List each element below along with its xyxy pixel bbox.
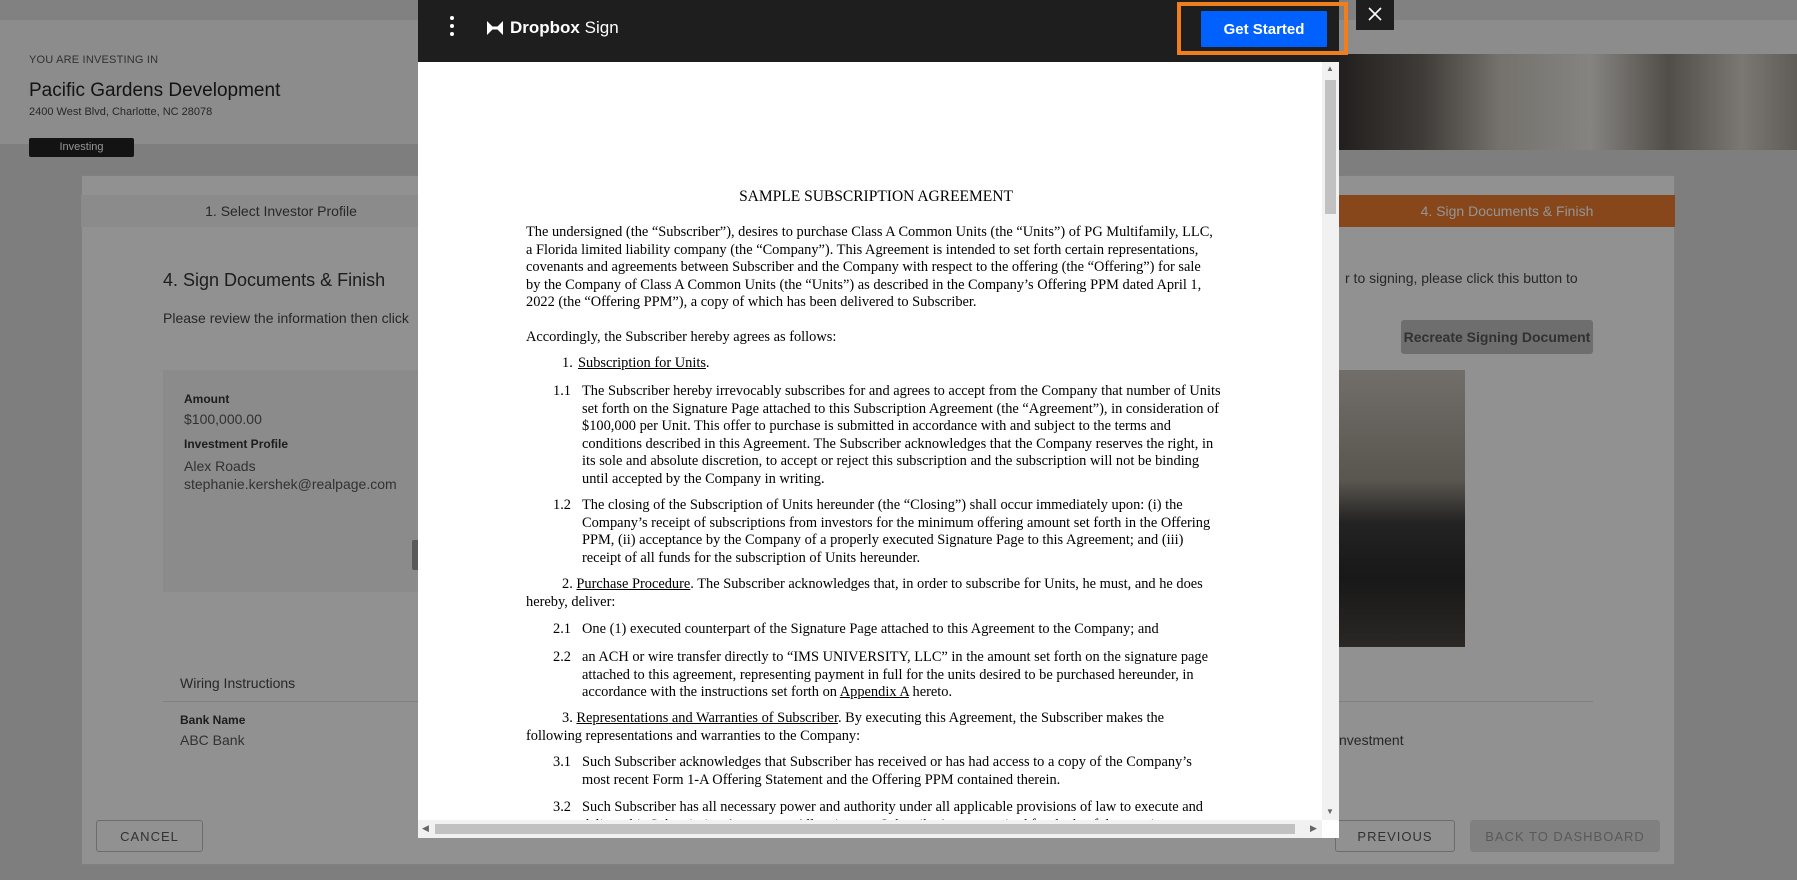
profile-email: stephanie.kershek@realpage.com xyxy=(184,476,397,492)
signing-instructions: r to signing, please click this button to xyxy=(1345,270,1578,286)
wiring-instructions-title: Wiring Instructions xyxy=(180,675,296,691)
scroll-right-icon[interactable]: ▶ xyxy=(1310,823,1317,833)
clause-3-2: 3.2 Such Subscriber has all necessary power and authority under all applicable provisions of law to execute and xyxy=(553,799,1204,815)
scroll-up-icon[interactable]: ▲ xyxy=(1326,64,1334,73)
section-title: 4. Sign Documents & Finish xyxy=(163,270,386,290)
dropbox-sign-logo: Dropbox Sign xyxy=(486,18,619,38)
clause-2-2: 2.2 an ACH or wire transfer directly to “IMS UNIVERSITY, LLC” in the amount set forth on the signature page attached to this agreement, representing payment in full for the units desired to be purchased hereunder, in accordance with the instructions set forth on Appendix A hereto. xyxy=(553,649,1208,700)
scroll-left-icon[interactable]: ◀ xyxy=(422,823,429,833)
horizontal-scroll-thumb[interactable] xyxy=(435,824,1295,834)
previous-button[interactable]: PREVIOUS xyxy=(1335,820,1455,852)
bank-name-value: ABC Bank xyxy=(180,732,245,748)
document-horizontal-scrollbar[interactable] xyxy=(418,820,1322,838)
clause-1-2: 1.2 The closing of the Subscription of Units hereunder (the “Closing”) shall occur immediately upon: (i) the Company’s receipt of subscriptions from investors for the minimum offering amount set forth in the Offering PPM, (ii) acceptance by the Company of a properly executed Signature Page to this Agreement; and (iii) receipt of all funds for the subscription of Units hereunder. xyxy=(553,497,1211,566)
close-icon xyxy=(1367,6,1383,22)
vertical-scroll-thumb[interactable] xyxy=(1325,80,1336,214)
section-2-paragraph: 2. Purchase Procedure. The Subscriber acknowledges that, in order to subscribe for Units, he must, and he does hereby, deliver: xyxy=(526,576,1203,610)
property-name: Pacific Gardens Development xyxy=(29,80,281,101)
document-title: SAMPLE SUBSCRIPTION AGREEMENT xyxy=(739,188,1013,205)
status-badge: Investing xyxy=(29,138,134,157)
section-description: Please review the information then click xyxy=(163,310,409,326)
step-sign-documents[interactable]: 4. Sign Documents & Finish xyxy=(1339,195,1675,227)
cancel-button[interactable]: CANCEL xyxy=(96,820,203,852)
document-intro: The undersigned (the “Subscriber”), desires to purchase Class A Common Units (the “Units”) of PG Multifamily, LLC, a Florida limited liability company (the “Company”). This Agreement is intended to set forth certain representations, covenants and agreements between Subscriber and the Company with respect to the offering (the “Offering”) for sale by the Company of Class A Common Units (the “Units”) as described in the Company’s Offering PPM dated April 1, 2022 (the “Offering PPM”), a copy of which has been delivered to Subscriber. xyxy=(526,224,1213,310)
scroll-down-icon[interactable]: ▼ xyxy=(1326,807,1334,816)
recreate-signing-document-button[interactable]: Recreate Signing Document xyxy=(1401,320,1593,354)
get-started-button[interactable]: Get Started xyxy=(1201,11,1327,47)
property-address: 2400 West Blvd, Charlotte, NC 28078 xyxy=(29,106,213,118)
close-modal-button[interactable] xyxy=(1356,0,1394,30)
document-accordingly: Accordingly, the Subscriber hereby agrees as follows: xyxy=(526,329,837,345)
step-select-investor-profile[interactable]: 1. Select Investor Profile xyxy=(205,203,357,219)
amount-label: Amount xyxy=(184,392,230,406)
clause-1-1: 1.1 The Subscriber hereby irrevocably subscribes for and agrees to accept from the Company that number of Units set forth on the Signature Page attached to this Subscription Agreement (the “Agreement”), in consideration of $100,000 per Unit. This offer to purchase is submitted in accordance with and subject to the terms and conditions described in this Agreement. The Subscriber acknowledges that the Company reserves the right, in its sole and absolute discretion, to accept or reject this subscription and the subscription will not be binding until accepted by the Company in writing. xyxy=(553,383,1221,487)
back-to-dashboard-button[interactable]: BACK TO DASHBOARD xyxy=(1470,820,1660,852)
investment-profile-label: Investment Profile xyxy=(184,437,289,451)
amount-value: $100,000.00 xyxy=(184,411,262,427)
document-vertical-scrollbar[interactable] xyxy=(1322,62,1339,820)
section-3-paragraph: 3. Representations and Warranties of Subscriber. By executing this Agreement, the Subscriber makes the following representations and warranties to the Company: xyxy=(526,710,1165,744)
investing-eyebrow: YOU ARE INVESTING IN xyxy=(29,54,159,66)
bank-name-label: Bank Name xyxy=(180,713,246,727)
dropbox-sign-icon xyxy=(486,20,504,36)
more-options-icon[interactable] xyxy=(448,16,456,40)
investment-text: nvestment xyxy=(1339,732,1404,748)
profile-name: Alex Roads xyxy=(184,458,256,474)
